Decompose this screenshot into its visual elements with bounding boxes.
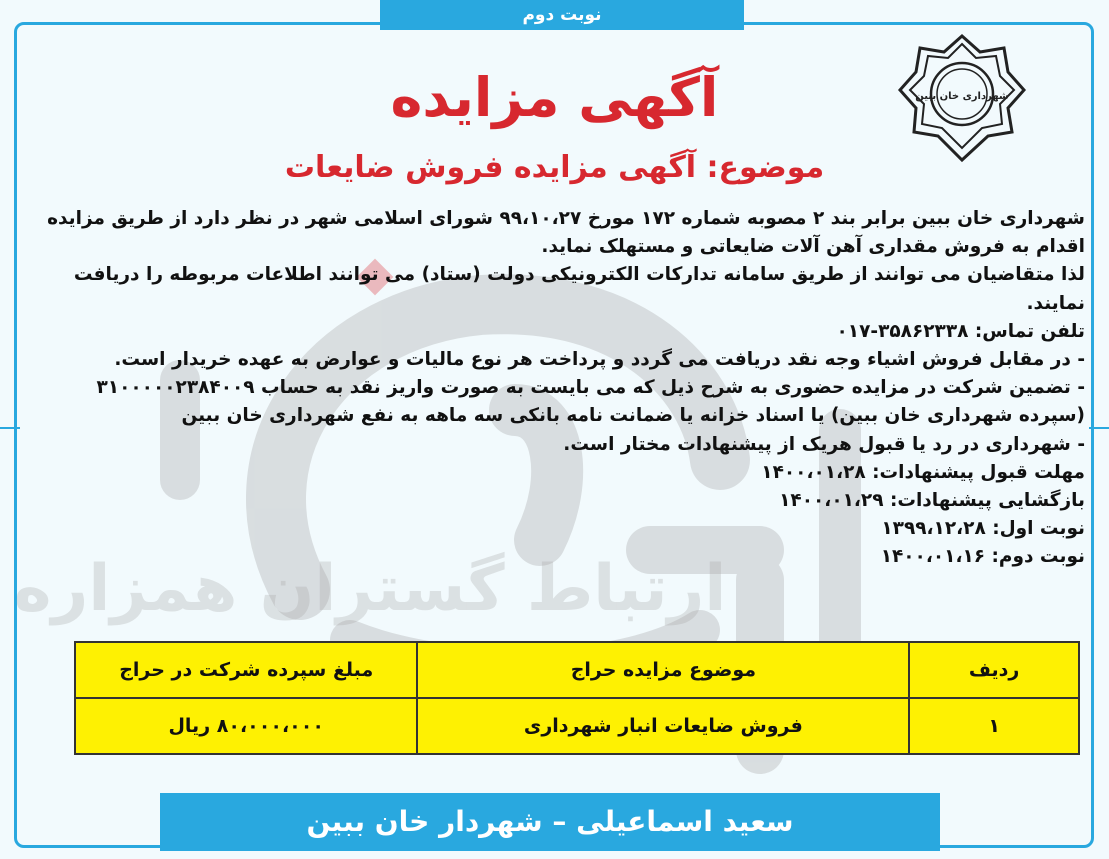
issue-badge: نوبت دوم xyxy=(380,0,744,30)
paragraph-guarantee: - تضمین شرکت در مزایده حضوری به شرح ذیل که می بایست به صورت واریز نقد به حساب ۳۱۰۰۰۰۰۲۳۸۴۰۰۹ (سپرده شهرداری خان ببین) یا اسناد خزانه یا ضمانت نامه بانکی سه ماهه به نفع شهرداری خان ببین xyxy=(96,377,1085,427)
ad-subject: موضوع: آگهی مزایده فروش ضایعات xyxy=(284,150,825,185)
table-header-row xyxy=(75,642,1079,698)
table-row xyxy=(75,698,1079,754)
header-deposit: مبلغ سپرده شرکت در حراج xyxy=(75,642,417,698)
logo-seal-text: شهرداری خان ببین xyxy=(915,91,1009,102)
signature-footer: سعید اسماعیلی – شهردار خان ببین xyxy=(160,793,940,851)
paragraph-phone: تلفن تماس: ۳۵۸۶۲۳۳۸-۰۱۷ xyxy=(836,320,1085,342)
header-row-number: ردیف xyxy=(909,642,1079,698)
paragraph-deadline: مهلت قبول پیشنهادات: ۱۴۰۰،۰۱،۲۸ xyxy=(761,461,1085,483)
paragraph-intro: شهرداری خان ببین برابر بند ۲ مصوبه شماره ۱۷۲ مورخ ۹۹،۱۰،۲۷ شورای اسلامی شهر در نظر دارد از طریق مزایده اقدام به فروش مقداری آهن آلات ضایعاتی و مستهلک نماید. xyxy=(47,208,1085,258)
paragraph-discretion: - شهرداری در رد یا قبول هریک از پیشنهادات مختار است. xyxy=(563,433,1085,455)
announcement-body xyxy=(40,205,1085,572)
header-subject: موضوع مزایده حراج xyxy=(417,642,909,698)
left-edge-mark xyxy=(0,427,20,429)
cell-subject: فروش ضایعات انبار شهرداری xyxy=(417,698,909,754)
cell-deposit: ۸۰،۰۰۰،۰۰۰ ریال xyxy=(75,698,417,754)
page-title: آگهی مزایده xyxy=(390,66,719,129)
right-edge-mark xyxy=(1089,427,1109,429)
cell-row-number: ۱ xyxy=(909,698,1079,754)
auction-table xyxy=(74,641,1080,755)
paragraph-opening: بازگشایی پیشنهادات: ۱۴۰۰،۰۱،۲۹ xyxy=(779,490,1085,512)
paragraph-payment: - در مقابل فروش اشیاء وجه نقد دریافت می گردد و پرداخت هر نوع مالیات و عوارض به عهده خریدار است. xyxy=(114,349,1085,371)
paragraph-first-round: نوبت اول: ۱۳۹۹،۱۲،۲۸ xyxy=(881,518,1085,540)
paragraph-setad: لذا متقاضیان می توانند از طریق سامانه تدارکات الکترونیکی دولت (ستاد) می توانند اطلاعات مربوطه را دریافت نمایند. xyxy=(73,264,1085,314)
paragraph-second-round: نوبت دوم: ۱۴۰۰،۰۱،۱۶ xyxy=(880,546,1085,568)
watermark-text: ارتباط گستران همزاره xyxy=(13,552,727,626)
